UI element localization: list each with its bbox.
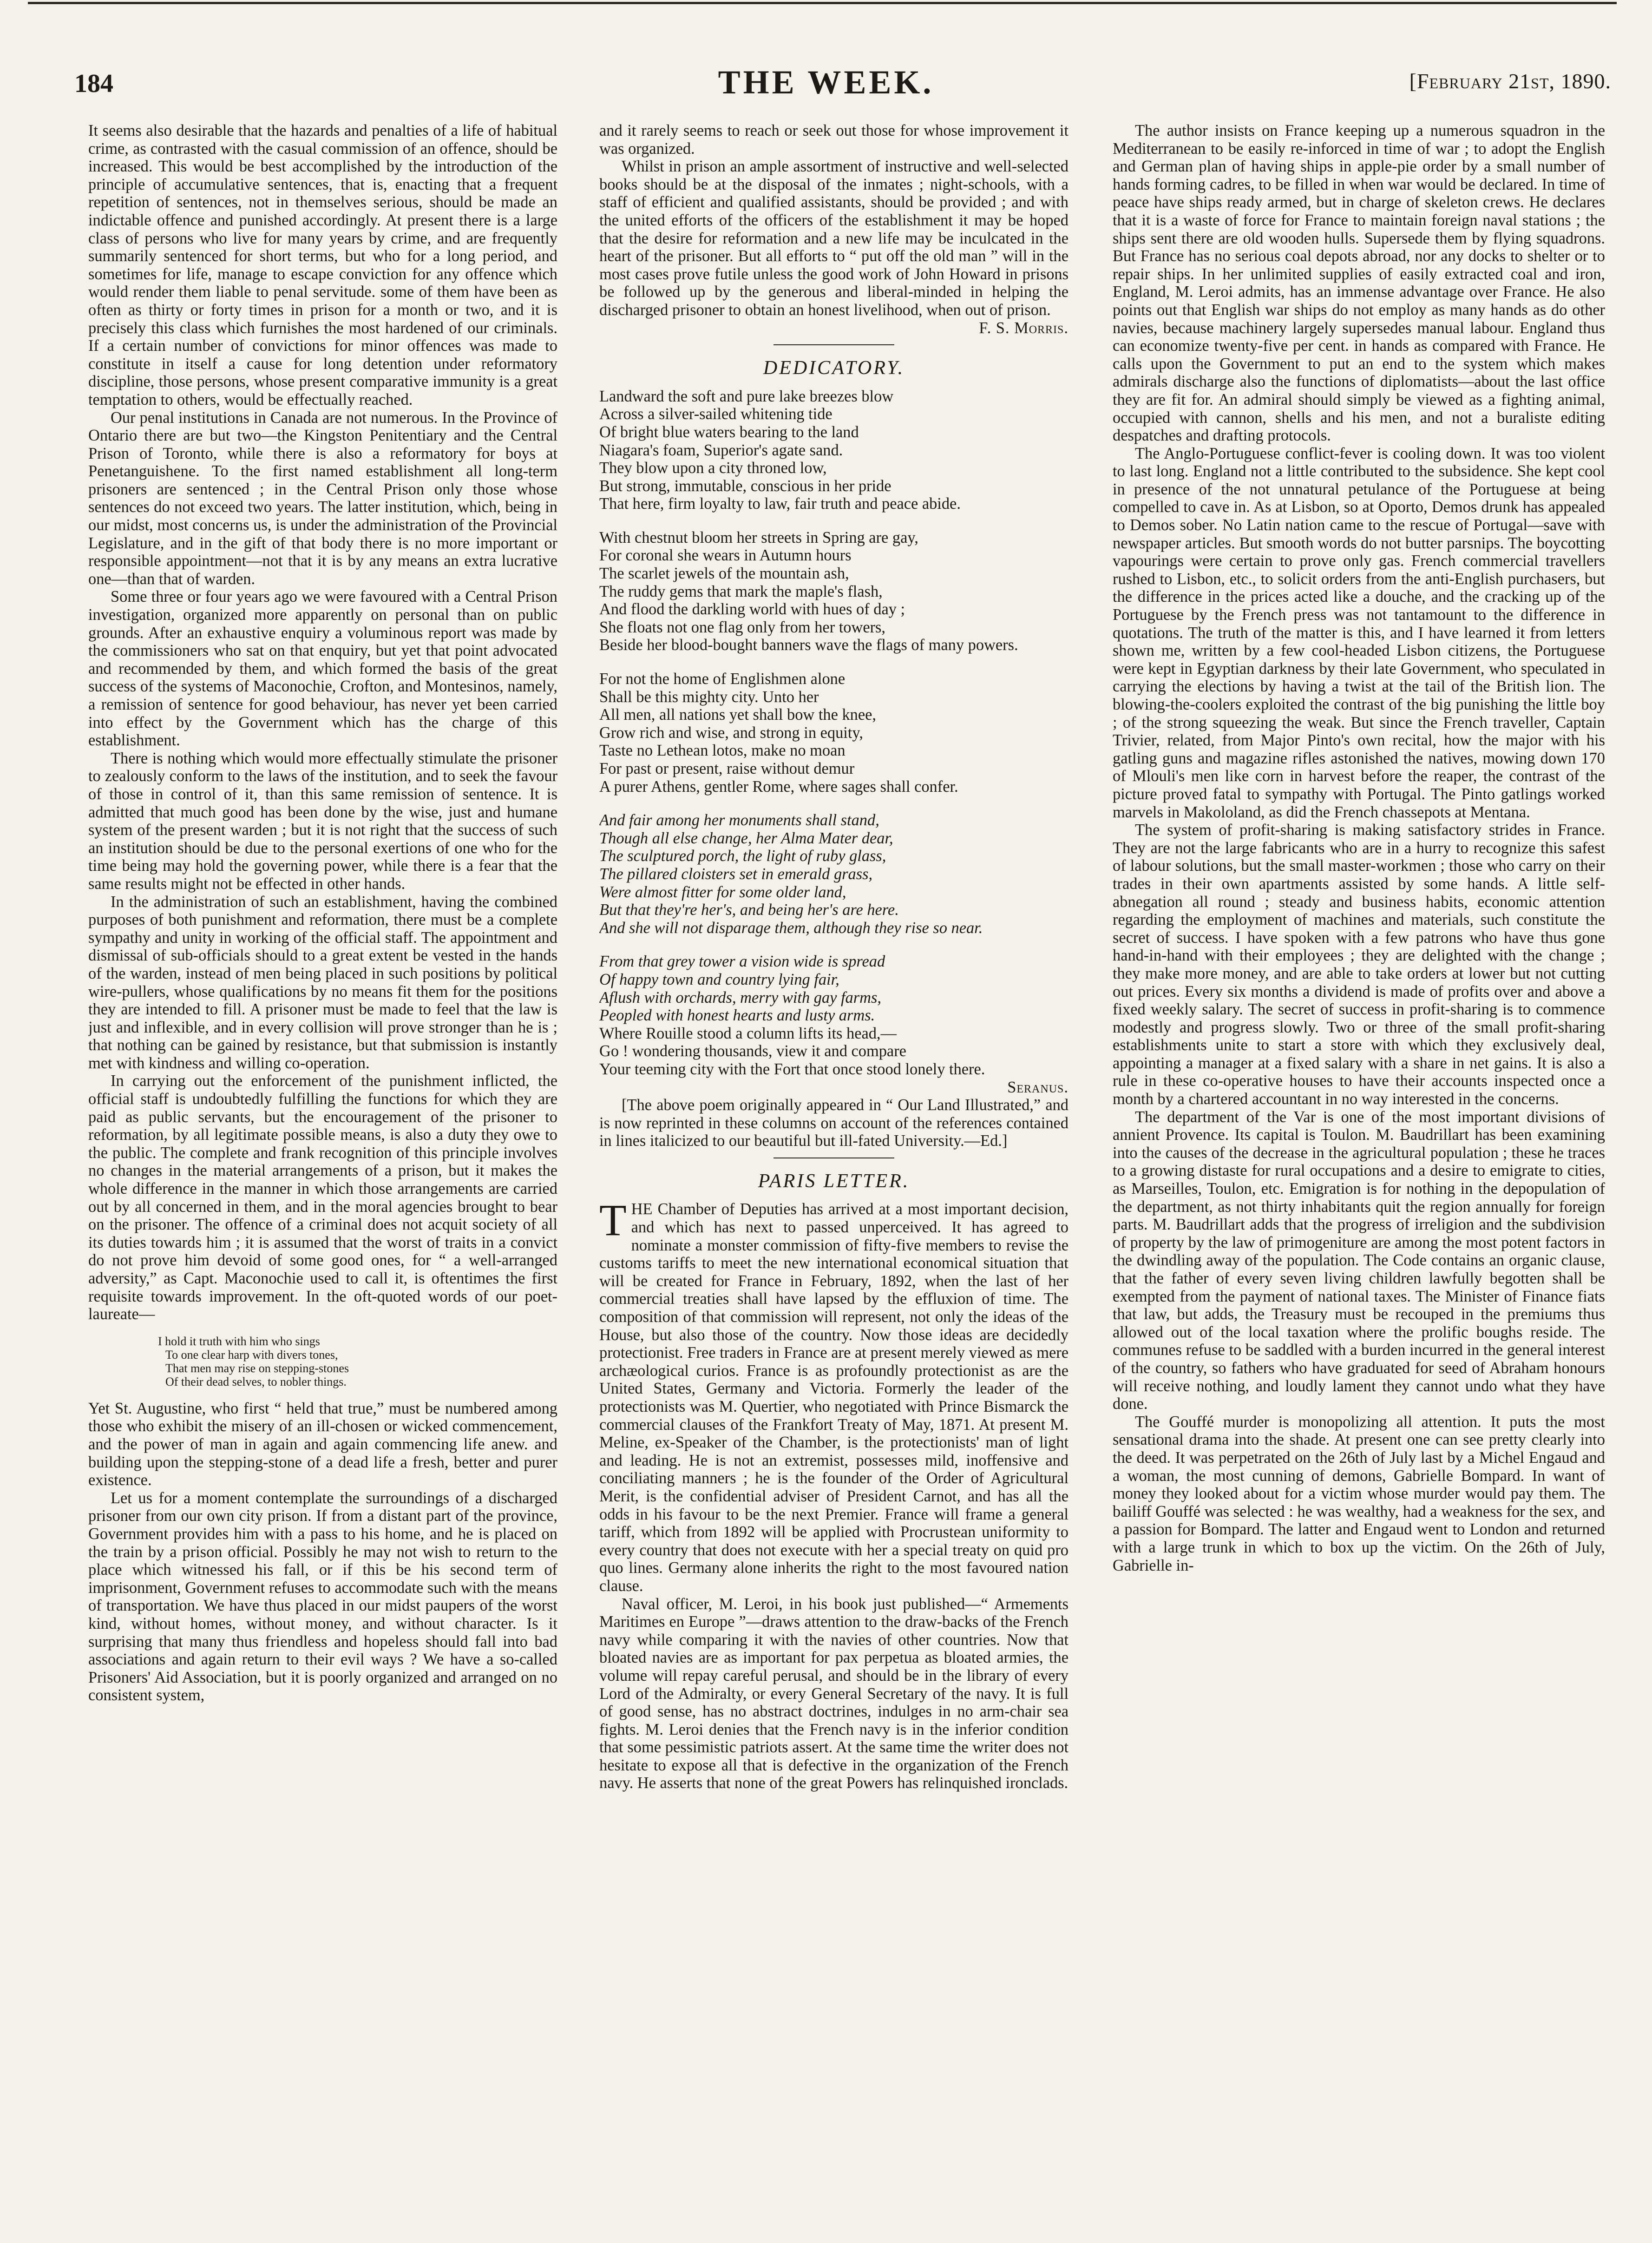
paragraph: Our penal institutions in Canada are not numerous. In the Province of Ontario there are but two—the Kingston Penitentiary and the Central Prison of Toronto, while there is also a reformatory for boys at Penetanguishene. To the first named establishment all long-term prisoners are sentenced ; in the Central Prison only those whose sentences do not exceed two years. The latter institution, which, being in our midst, most concerns us, is under the administration of the Provincial Legislature, and in the gift of that body there is no more important or responsible appointment—not that it is by any means an extra lucrative one—than that of warden. [88,408,557,588]
paragraph: The author insists on France keeping up a numerous squadron in the Mediterranean to be easily re-inforced in time of war ; to adopt the English and German plan of having ships in apple-pie order by a small number of hands forming cadres, to be filled in when war would be declared. In time of peace have ships ready armed, but in charge of skeleton crews. He declares that it is a waste of force for France to maintain foreign naval stations ; the ships sent there are old wooden hulls. Supersede them by flying squadrons. But France has no serious coal depots abroad, nor any docks to shelter or to repair ships. In her unlimited supplies of easily extracted coal and iron, England, M. Leroi admits, has an immense advantage over France. He also points out that English war ships do not employ as many hands as do other navies, because machinery largely supersedes manual labour. England thus can economize twenty-five per cent. in hands as compared with France. He calls upon the Government to put an end to the system which makes admirals discharge also the functions of diplomatists—about the last office they are fit for. An admiral should simply be viewed as a fighting animal, occupied with cannon, shells and his men, and not a buraliste editing despatches and drafting protocols. [1113,122,1605,445]
author-signature: F. S. Morris. [979,319,1069,337]
quote-line: Of their dead selves, to nobler things. [165,1375,347,1388]
top-rule [0,0,1652,7]
paragraph: In carrying out the enforcement of the punishment inflicted, the official staff is undoubtedly fulfilling the functions for which they are paid as public servants, but the encouragement of the prisoner to reformation, by all legitimate possible means, is also a duty they owe to the public. The complete and frank recognition of this principle involves no changes in the material arrangements of a prison, but it makes the whole difference in the manner in which those arrangements are carried out by all concerned in them, and in the moral agencies brought to bear on the prisoner. The offence of a criminal does not acquit society of all its duties towards him ; it is assumed that the worst of traits in a convict do not prove him devoid of some good ones, for “ a well-arranged adversity,” as Capt. Maconochie used to call it, is oftentimes the first requisite towards improvement. In the oft-quoted words of our poet-laureate— [88,1072,557,1323]
poem-stanza [599,670,1069,796]
paragraph: and it rarely seems to reach or seek out those for whose improvement it was organized. [599,122,1069,158]
poem-line: Beside her blood-bought banners wave the flags of many powers. [599,636,1018,654]
editor-note: [The above poem originally appeared in “ Our Land Illustrated,” and is now reprinted in these columns on account of the references contained in lines italicized to our beautiful but ill-fated University.—Ed.] [599,1096,1069,1150]
poem-stanza-final [599,953,1069,1078]
poem-line: Across a silver-sailed whitening tide [599,405,833,423]
poem-line: With chestnut bloom her streets in Spring are gay, [599,528,918,546]
paragraph: There is nothing which would more effectually stimulate the prisoner to zealously conform to the laws of the institution, and to seek the favour of those in control of it, than this same remission of sentence. It is admitted that much good has been done by the wise, just and humane system of the present warden ; but it is not right that the success of such an institution should be due to the personal exertions of one who for the time being may hold the governing power, while there is a fear that the same results might not be effected in other hands. [88,749,557,893]
poem-line: From that grey tower a vision wide is spread [599,953,885,971]
poem-line: She floats not one flag only from her towers, [599,618,886,636]
paragraph: Some three or four years ago we were favoured with a Central Prison investigation, organized more apparently on personal than on public grounds. After an exhaustive enquiry a voluminous report was made by the commissioners who sat on that enquiry, but yet that point advocated and recommended by them, and which formed the basis of the great success of the systems of Maconochie, Crofton, and Montesinos, namely, a remission of sentence for good behaviour, has never yet been carried into effect by the Government which has the charge of this establishment. [88,588,557,750]
poem-line: Of happy town and country lying fair, [599,970,839,988]
paragraph: In the administration of such an establishment, having the combined purposes of both punishment and reformation, there must be a complete sympathy and unity in working of the official staff. The appointment and dismissal of sub-officials should to a great extent be vested in the hands of the warden, instead of men being placed in such positions by political wire-pullers, whose qualifications by no means fit them for the positions they are intended to fill. A prisoner must be made to feel that the law is just and inflexible, and in every collision will prove stronger than he is ; that nothing can be gained by resistance, but that submission is instantly met with kindness and willing co-operation. [88,893,557,1072]
quote-line: To one clear harp with divers tones, [165,1348,338,1362]
poem-line: Of bright blue waters bearing to the land [599,423,859,441]
poem-line: The ruddy gems that mark the maple's flash, [599,582,883,600]
poem-line: Where Rouille stood a column lifts its head,— [599,1024,897,1042]
paragraph: Yet St. Augustine, who first “ held that true,” must be numbered among those who exhibit the misery of an ill-chosen or wicked commencement, and the power of man in again and again commencing life anew. and building upon the stepping-stone of a dead life a fresh, better and purer existence. [88,1399,557,1489]
column-3 [1113,122,1605,2222]
poem-line: The pillared cloisters set in emerald grass, [599,865,873,883]
poem-line: Niagara's foam, Superior's agate sand. [599,441,843,459]
poem-line: But that they're her's, and being her's are here. [599,901,899,919]
poem-line: Grow rich and wise, and strong in equity, [599,724,863,742]
paragraph: Whilst in prison an ample assortment of instructive and well-selected books should be at the disposal of the inmates ; night-schools, with a staff of efficient and qualified assistants, should be provided ; and with the united efforts of the officers of the establishment it may be hoped that the desire for reformation and a new life may be inculcated in the heart of the prisoner. But all efforts to “ put off the old man ” will in the most cases prove futile unless the good work of John Howard in prisons be followed up by the generous and liberal-minded in helping the discharged prisoner to obtain an honest livelihood, when out of prison. [599,158,1069,319]
poem-line: Were almost fitter for some older land, [599,883,846,901]
poem-line: Aflush with orchards, merry with gay farms, [599,988,881,1006]
paragraph: The Anglo-Portuguese conflict-fever is cooling down. It was too violent to last long. England not a little contributed to the subsidence. She kept cool in presence of the not unnatural petulance of the Portuguese at being compelled to cave in. As at Lisbon, so at Oporto, Demos drunk has appealed to Demos sober. No Latin nation came to the rescue of Portugal—save with newspaper articles. But smooth words do not butter parsnips. The boycotting vapourings were certain to prove only gas. French commercial travellers rushed to Lisbon, etc., to solicit orders from the anti-English purchasers, but the difference in the prices acted like a douche, and the cracking up of the Portuguese by the French press was not tantamount to the difference in quotations. The truth of the matter is this, and I have learned it from letters shown me, written by a few cool-headed Lisbon citizens, the Portuguese were kept in Egyptian darkness by their late Government, who speculated in carrying the elections by having a twist at the tail of the British lion. The blowing-the-coolers exploited the contrast of the big punishing the little boy ; of the strong squeezing the weak. But since the French traveller, Captain Trivier, related, from Major Pinto's own recital, how the major with his gatling guns and magazine rifles astonished the natives, mowing down 170 of Mlouli's men like corn in harvest before the reaper, the contrast of the picture proved fatal to sympathy with Portugal. The Pinto gatlings worked marvels in Makololand, as did the French chassepots at Mentana. [1113,444,1605,821]
column-2 [599,122,1069,2222]
poem-line: The sculptured porch, the light of ruby glass, [599,847,886,865]
poem-stanza [599,388,1069,513]
paragraph: The system of profit-sharing is making satisfactory strides in France. They are not the large fabricants who are in a hurry to recognize this safest of labour solutions, but the small master-workmen ; those who carry on their trades in their own apartments assisted by some hands. A little self-abnegation all round ; steady and business habits, economic attention regarding the employment of machines and materials, such constitute the secret of success. I have spoken with a few patrons who have thus gone hand-in-hand with their employees ; they are delighted with the change ; they make more money, and are able to take orders at lower but not cutting out prices. Every six months a dividend is made of profits over and above a fixed weekly salary. The secret of success in profit-sharing is to commence modestly and progress slowly. Two or three of the small profit-sharing establishments unite to start a store with which they exclusively deal, appointing a manager at a fixed salary with a share in net gains. It is also a rule in these co-operative houses to have their accounts inspected once a month by a chartered accountant in no way interested in the concerns. [1113,821,1605,1108]
poem-stanza-italic [599,811,1069,937]
page-number: 184 [74,69,113,98]
poem-line: For past or present, raise without demur [599,760,855,777]
poem [599,388,1069,796]
poem-line: For coronal she wears in Autumn hours [599,546,852,565]
quote-line: I hold it truth with him who sings [158,1334,320,1348]
poem-title: DEDICATORY. [763,357,905,379]
poem-line: Peopled with honest hearts and lusty arms. [599,1006,875,1025]
poem-line: Though all else change, her Alma Mater dear, [599,829,893,847]
paris-letter-title: PARIS LETTER. [758,1170,910,1192]
column-1 [88,122,557,2222]
poem-line: Shall be this mighty city. Unto her [599,688,819,706]
paragraph: The department of the Var is one of the most important divisions of annient Provence. Its capital is Toulon. M. Baudrillart has been examining into the causes of the decrease in the agricultural population ; these he traces to a growing distaste for rural occupations and a desire to emigrate to cities, as Marseilles, Toulon, etc. Emigration is for nothing in the depopulation of the department, as not thirty inhabitants quit the region annually for foreign parts. M. Baudrillart adds that the progress of irreligion and the subdivision of property by the law of primogeniture are among the most potent factors in the dwindling away of the population. The Code contains an organic clause, that the father of every seven living children lawfully begotten shall be exempted from the payment of national taxes. The Minister of Finance fiats that law, but adds, the Treasury must be recouped in the premiums thus allowed out of the local taxation where the prolific boughs reside. The communes refuse to be saddled with a burden incurred in the general interest of the country, so fathers who have graduated for seed of Abraham honours will receive nothing, and loudly lament they cannot undo what they have done. [1113,1108,1605,1413]
masthead-title: THE WEEK. [718,64,934,101]
poem-line: Landward the soft and pure lake breezes blow [599,387,894,405]
poem-line: A purer Athens, gentler Rome, where sages shall confer. [599,777,958,796]
poem-line: That here, firm loyalty to law, fair truth and peace abide. [599,495,961,513]
poem-line: And she will not disparage them, although they rise so near. [599,919,983,937]
poem-line: And flood the darkling world with hues of day ; [599,600,905,618]
paragraph: Naval officer, M. Leroi, in his book just published—“ Armements Maritimes en Europe ”—draws attention to the draw-backs of the French navy while comparing it with the navies of other countries. Now that bloated navies are as important for pax perpetua as bloated armies, the volume will repay careful perusal, and should be in the library of every Lord of the Admiralty, or every General Secretary of the navy. It is full of good sense, has no abstract doctrines, indulges in no arm-chair sea fights. M. Leroi denies that the French navy is in the inferior condition that some pessimistic patriots assert. At the same time the writer does not hesitate to expose all that is defective in the organization of the French navy. He asserts that none of the great Powers has relinquished ironclads. [599,1595,1069,1792]
poem-line: Your teeming city with the Fort that once stood lonely there. [599,1060,985,1078]
poem-line: Go ! wondering thousands, view it and compare [599,1042,906,1060]
paragraph: It seems also desirable that the hazards and penalties of a life of habitual crime, as contrasted with the casual commission of an offence, should be increased. This would be best accomplished by the introduction of the principle of accumulative sentences, that is, enacting that a frequent repetition of sentences, not in themselves serious, should be made an indictable offence and punished accordingly. At present there is a large class of persons who live for many years by crime, and are frequently summarily sentenced for short terms, but who for a long period, and sometimes for life, manage to escape conviction for any offence which would render them liable to penal servitude. some of them have been as often as thirty or forty times in prison for a month or two, and it is precisely this class which furnishes the most hardened of our criminals. If a certain number of convictions for minor offences was made to constitute in itself a cause for long detention under reformatory discipline, those persons, whose present comparative immunity is a great temptation to others, would be effectually reached. [88,122,557,408]
section-rule [774,344,894,345]
paragraph-text: HE Chamber of Deputies has arrived at a most important decision, and which has next to passed unperceived. It has agreed to nominate a monster commission of fifty-five members to revise the customs tariffs to meet the new international economical situation that will be created for France in February, 1892, when the last of her commercial treaties shall have lapsed by the effluxion of time. The composition of that commission will represent, not only the ideas of the House, but also those of the country. Now those ideas are decidedly protectionist. Free traders in France are at present merely viewed as mere archæological curios. France is as profoundly protectionist as are the United States, Germany and Victoria. Formerly the leader of the protectionists was M. Quertier, who negotiated with Prince Bismarck the commercial clauses of the Frankfort Treaty of May, 1871. At present M. Meline, ex-Speaker of the Chamber, is the protectionists' man of light and leading. He is not an extremist, possesses mild, inoffensive and conciliating manners ; he is the founder of the Order of Agricultural Merit, is the confidential adviser of President Carnot, and has all the odds in his favour to be the next Premier. France will frame a general tariff, which from 1892 will be applied with Procrustean uniformity to every country that does not execute with her a special treaty on quid pro quo lines. Germany alone inherits the right to the most favoured nation clause. [599,1200,1069,1595]
issue-date: [February 21st, 1890. [1409,69,1611,93]
poem-line: For not the home of Englishmen alone [599,670,846,688]
drop-cap: T [599,1195,627,1245]
tennyson-quote [158,1335,557,1388]
paragraph: Let us for a moment contemplate the surroundings of a discharged prisoner from our own city prison. If from a distant part of the province, Government provides him with a pass to his home, and he is placed on the train by a prison official. Possibly he may not wish to return to the place which witnessed his fall, or if this be his second term of imprisonment, Government refuses to accommodate such with the means of transportation. We have thus placed in our midst paupers of the worst kind, without homes, without money, and without character. Is it surprising that many thus friendless and hopeless should fall into bad associations and again return to their evil ways ? We have a so-called Prisoners' Aid Association, but it is poorly organized and arranged on no consistent system, [88,1489,557,1704]
paragraph [599,1195,1069,1595]
poem-line: The scarlet jewels of the mountain ash, [599,565,849,583]
poem-line: They blow upon a city throned low, [599,459,827,477]
poem-line: And fair among her monuments shall stand, [599,811,879,829]
poem-line: But strong, immutable, conscious in her pride [599,477,892,495]
poem-line: Taste no Lethean lotos, make no moan [599,742,846,760]
poem-signature: Seranus. [1007,1078,1069,1096]
quote-line: That men may rise on stepping-stones [165,1361,349,1375]
poem-stanza [599,529,1069,654]
poem-line: All men, all nations yet shall bow the knee, [599,706,876,724]
paragraph: The Gouffé murder is monopolizing all attention. It puts the most sensational drama into the shade. At present one can see pretty clearly into the deed. It was perpetrated on the 26th of July last by a Michel Engaud and a woman, the most cunning of demons, Gabrielle Bompard. In want of money they looked about for a victim whose murder would pay them. The bailiff Gouffé was selected : he was wealthy, had a weakness for the sex, and a passion for Bompard. The latter and Engaud went to London and returned with a large trunk in which to box up the victim. On the 26th of July, Gabrielle in- [1113,1413,1605,1574]
